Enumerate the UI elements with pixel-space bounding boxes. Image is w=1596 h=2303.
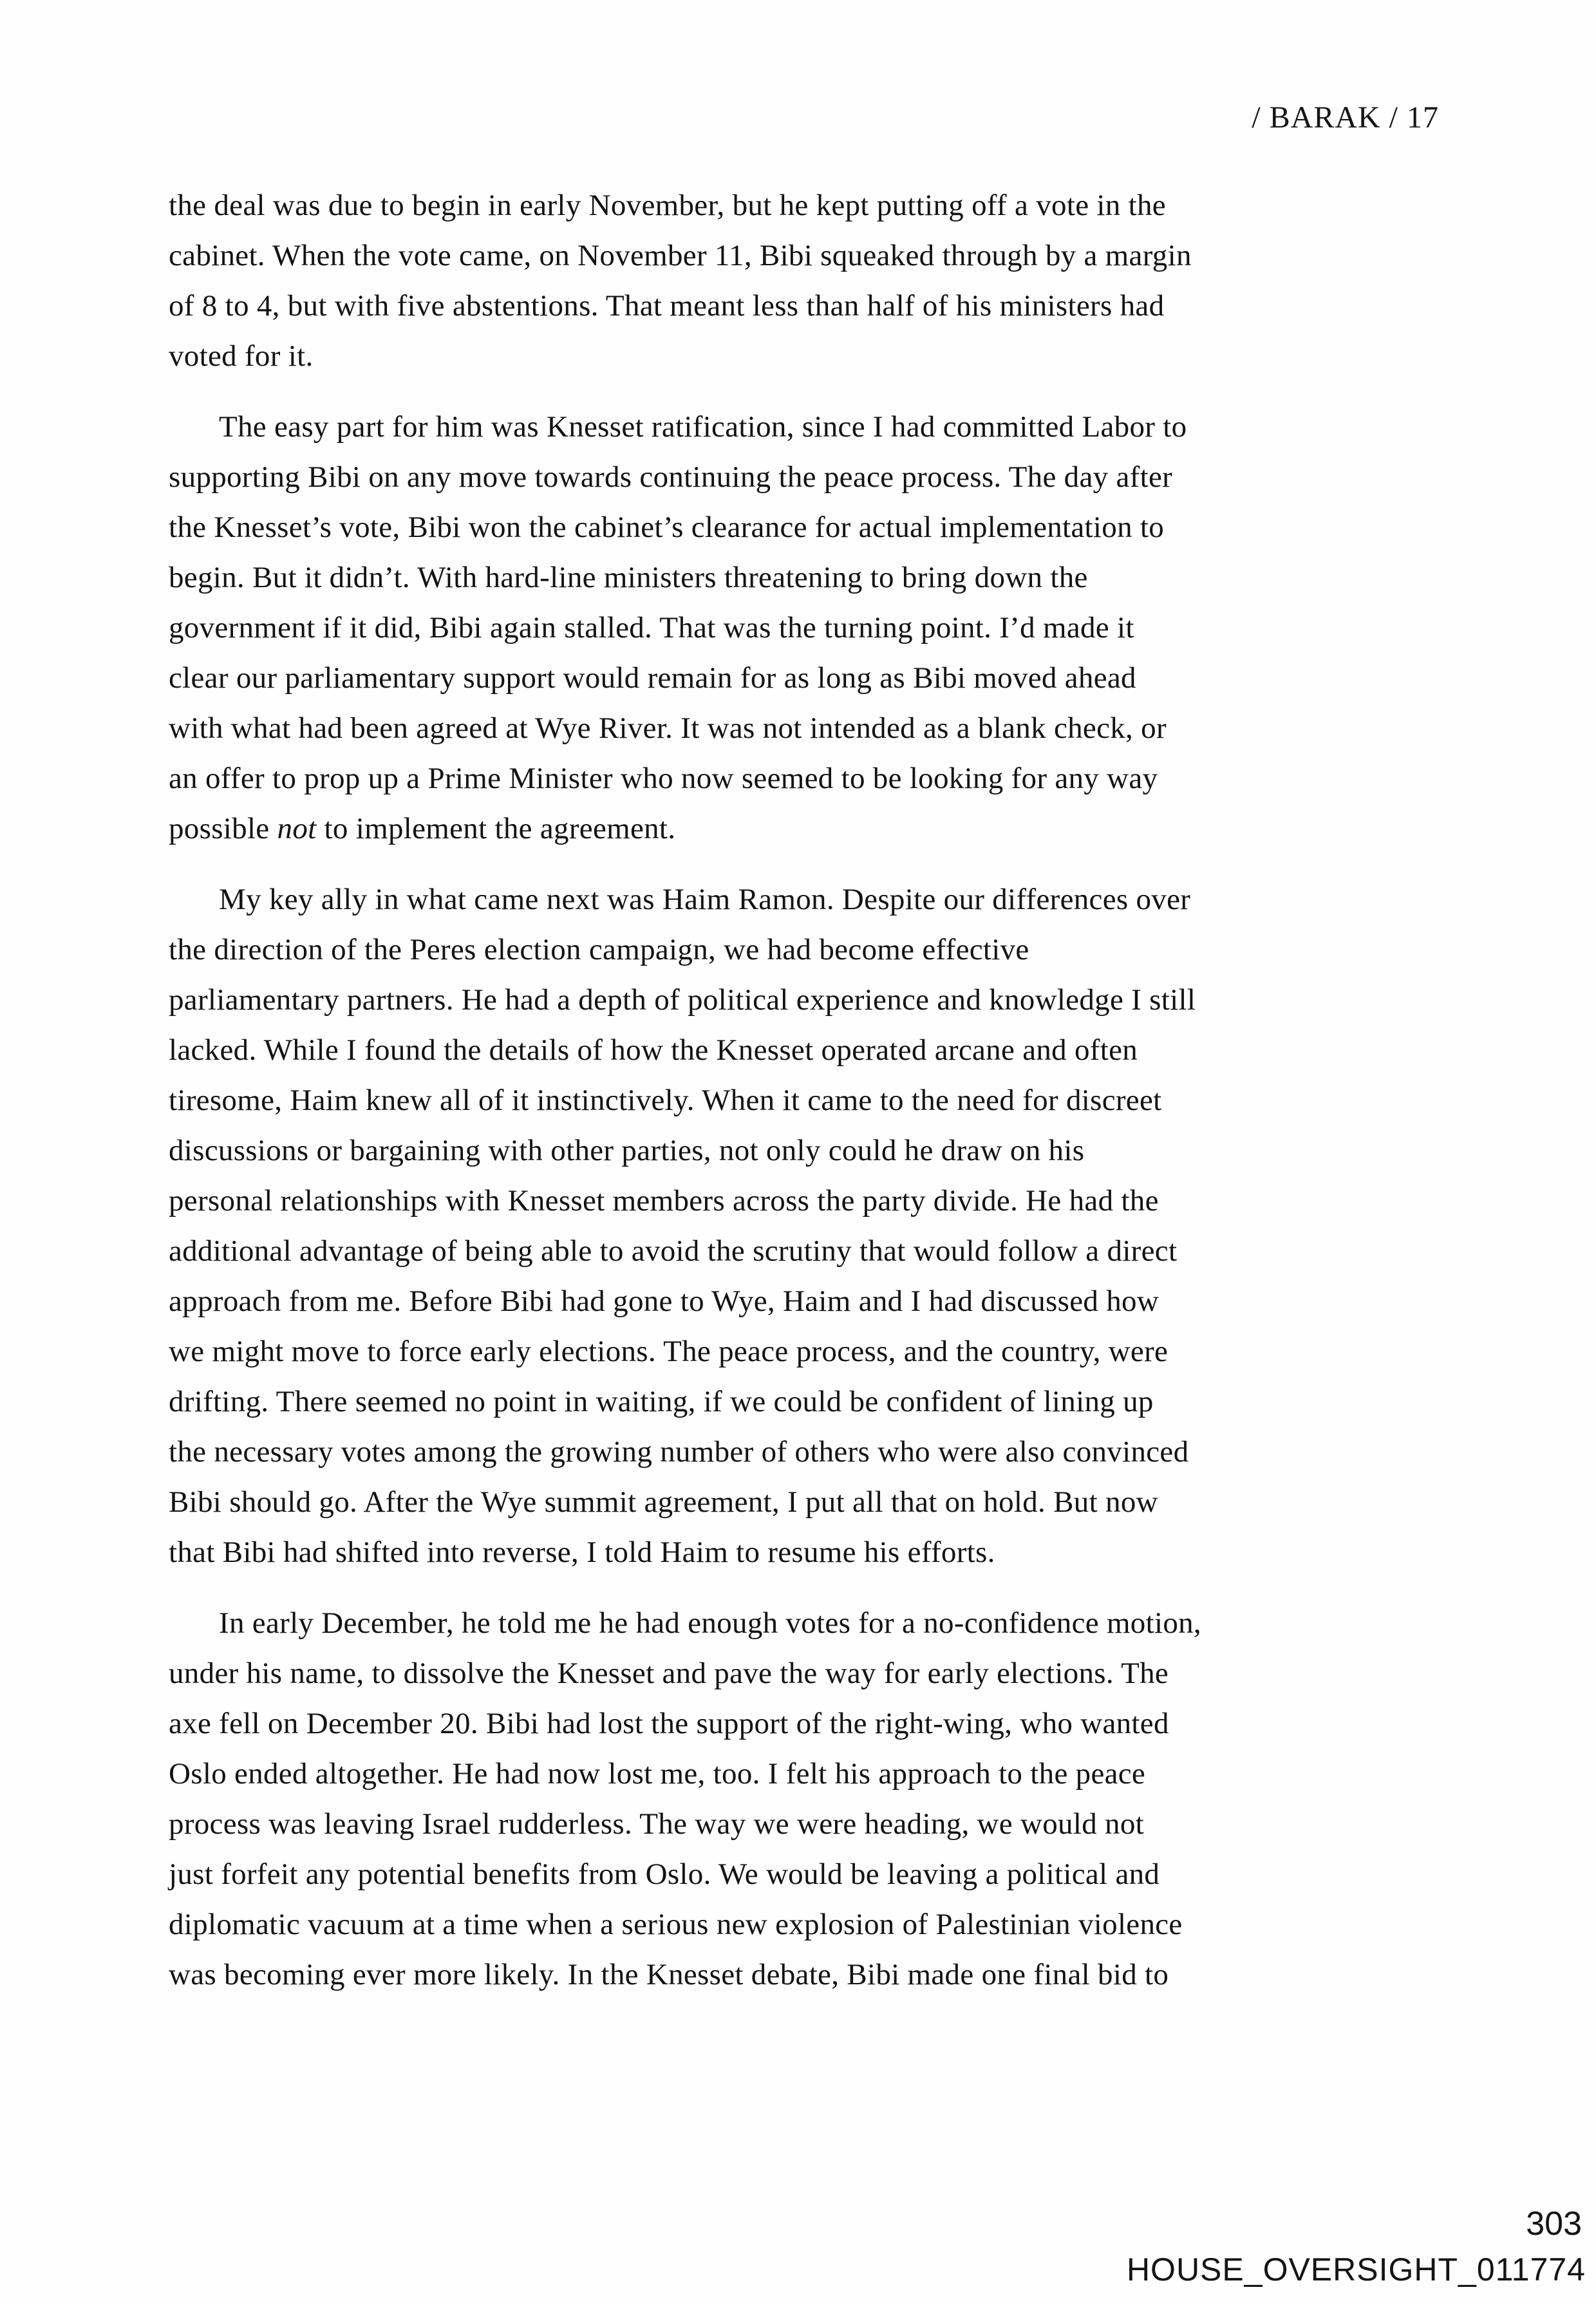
page-number: 303	[1526, 2205, 1582, 2242]
text-line: was becoming ever more likely. In the Knesset debate, Bibi made one final bid to	[169, 1958, 1169, 1991]
text-line: Bibi should go. After the Wye summit agreement, I put all that on hold. But now	[169, 1485, 1158, 1519]
text-line: tiresome, Haim knew all of it instinctively. When it came to the need for discreet	[169, 1084, 1162, 1117]
text-line: of 8 to 4, but with five abstentions. That meant less than half of his ministers had	[169, 289, 1165, 323]
text-line: axe fell on December 20. Bibi had lost the support of the right-wing, who wanted	[169, 1707, 1169, 1740]
text-segment: to implement the agreement.	[316, 812, 676, 845]
text-line: discussions or bargaining with other parties, not only could he draw on his	[169, 1134, 1085, 1167]
text-line: the Knesset’s vote, Bibi won the cabinet’s clearance for actual implementation to	[169, 511, 1165, 544]
italic-text: not	[277, 812, 317, 845]
text-line: government if it did, Bibi again stalled. That was the turning point. I’d made it	[169, 611, 1134, 644]
text-segment: possible	[169, 812, 277, 845]
text-line: parliamentary partners. He had a depth of political experience and knowledge I still	[169, 983, 1196, 1017]
paragraph	[169, 874, 1443, 1577]
paragraph	[169, 402, 1443, 854]
running-header: / BARAK / 17	[1252, 100, 1439, 135]
text-line: supporting Bibi on any move towards continuing the peace process. The day after	[169, 460, 1173, 494]
page-body	[169, 180, 1443, 2000]
bates-stamp: HOUSE_OVERSIGHT_011774	[1126, 2251, 1586, 2288]
text-line: personal relationships with Knesset members across the party divide. He had the	[169, 1184, 1159, 1217]
text-line: begin. But it didn’t. With hard-line ministers threatening to bring down the	[169, 561, 1088, 594]
text-line	[169, 804, 1443, 854]
text-line: lacked. While I found the details of how the Knesset operated arcane and often	[169, 1033, 1138, 1067]
text-line: clear our parliamentary support would remain for as long as Bibi moved ahead	[169, 661, 1136, 695]
text-line: the deal was due to begin in early November, but he kept putting off a vote in the	[169, 189, 1166, 222]
text-line: the necessary votes among the growing number of others who were also convinced	[169, 1435, 1189, 1469]
text-line: The easy part for him was Knesset ratification, since I had committed Labor to	[219, 410, 1187, 444]
text-line: approach from me. Before Bibi had gone to Wye, Haim and I had discussed how	[169, 1284, 1159, 1318]
text-line: In early December, he told me he had enough votes for a no-confidence motion,	[219, 1606, 1201, 1640]
text-line: voted for it.	[169, 339, 314, 373]
text-line: we might move to force early elections. The peace process, and the country, were	[169, 1335, 1169, 1368]
text-line: just forfeit any potential benefits from Oslo. We would be leaving a political and	[169, 1857, 1160, 1891]
text-line: Oslo ended altogether. He had now lost me, too. I felt his approach to the peace	[169, 1757, 1146, 1791]
paragraph	[169, 1598, 1443, 2000]
text-line: with what had been agreed at Wye River. It was not intended as a blank check, or	[169, 711, 1167, 745]
paragraph	[169, 180, 1443, 381]
text-line: under his name, to dissolve the Knesset and pave the way for early elections. The	[169, 1657, 1169, 1690]
text-line: an offer to prop up a Prime Minister who now seemed to be looking for any way	[169, 762, 1158, 795]
text-line: that Bibi had shifted into reverse, I told Haim to resume his efforts.	[169, 1536, 995, 1569]
text-line: additional advantage of being able to avoid the scrutiny that would follow a direct	[169, 1234, 1178, 1268]
text-line: drifting. There seemed no point in waiting, if we could be confident of lining up	[169, 1385, 1154, 1418]
text-line: cabinet. When the vote came, on November 11, Bibi squeaked through by a margin	[169, 239, 1192, 272]
text-line: process was leaving Israel rudderless. The way we were heading, we would not	[169, 1807, 1145, 1841]
text-line: My key ally in what came next was Haim Ramon. Despite our differences over	[219, 883, 1191, 916]
text-line: the direction of the Peres election campaign, we had become effective	[169, 933, 1029, 966]
text-line: diplomatic vacuum at a time when a serious new explosion of Palestinian violence	[169, 1908, 1183, 1941]
